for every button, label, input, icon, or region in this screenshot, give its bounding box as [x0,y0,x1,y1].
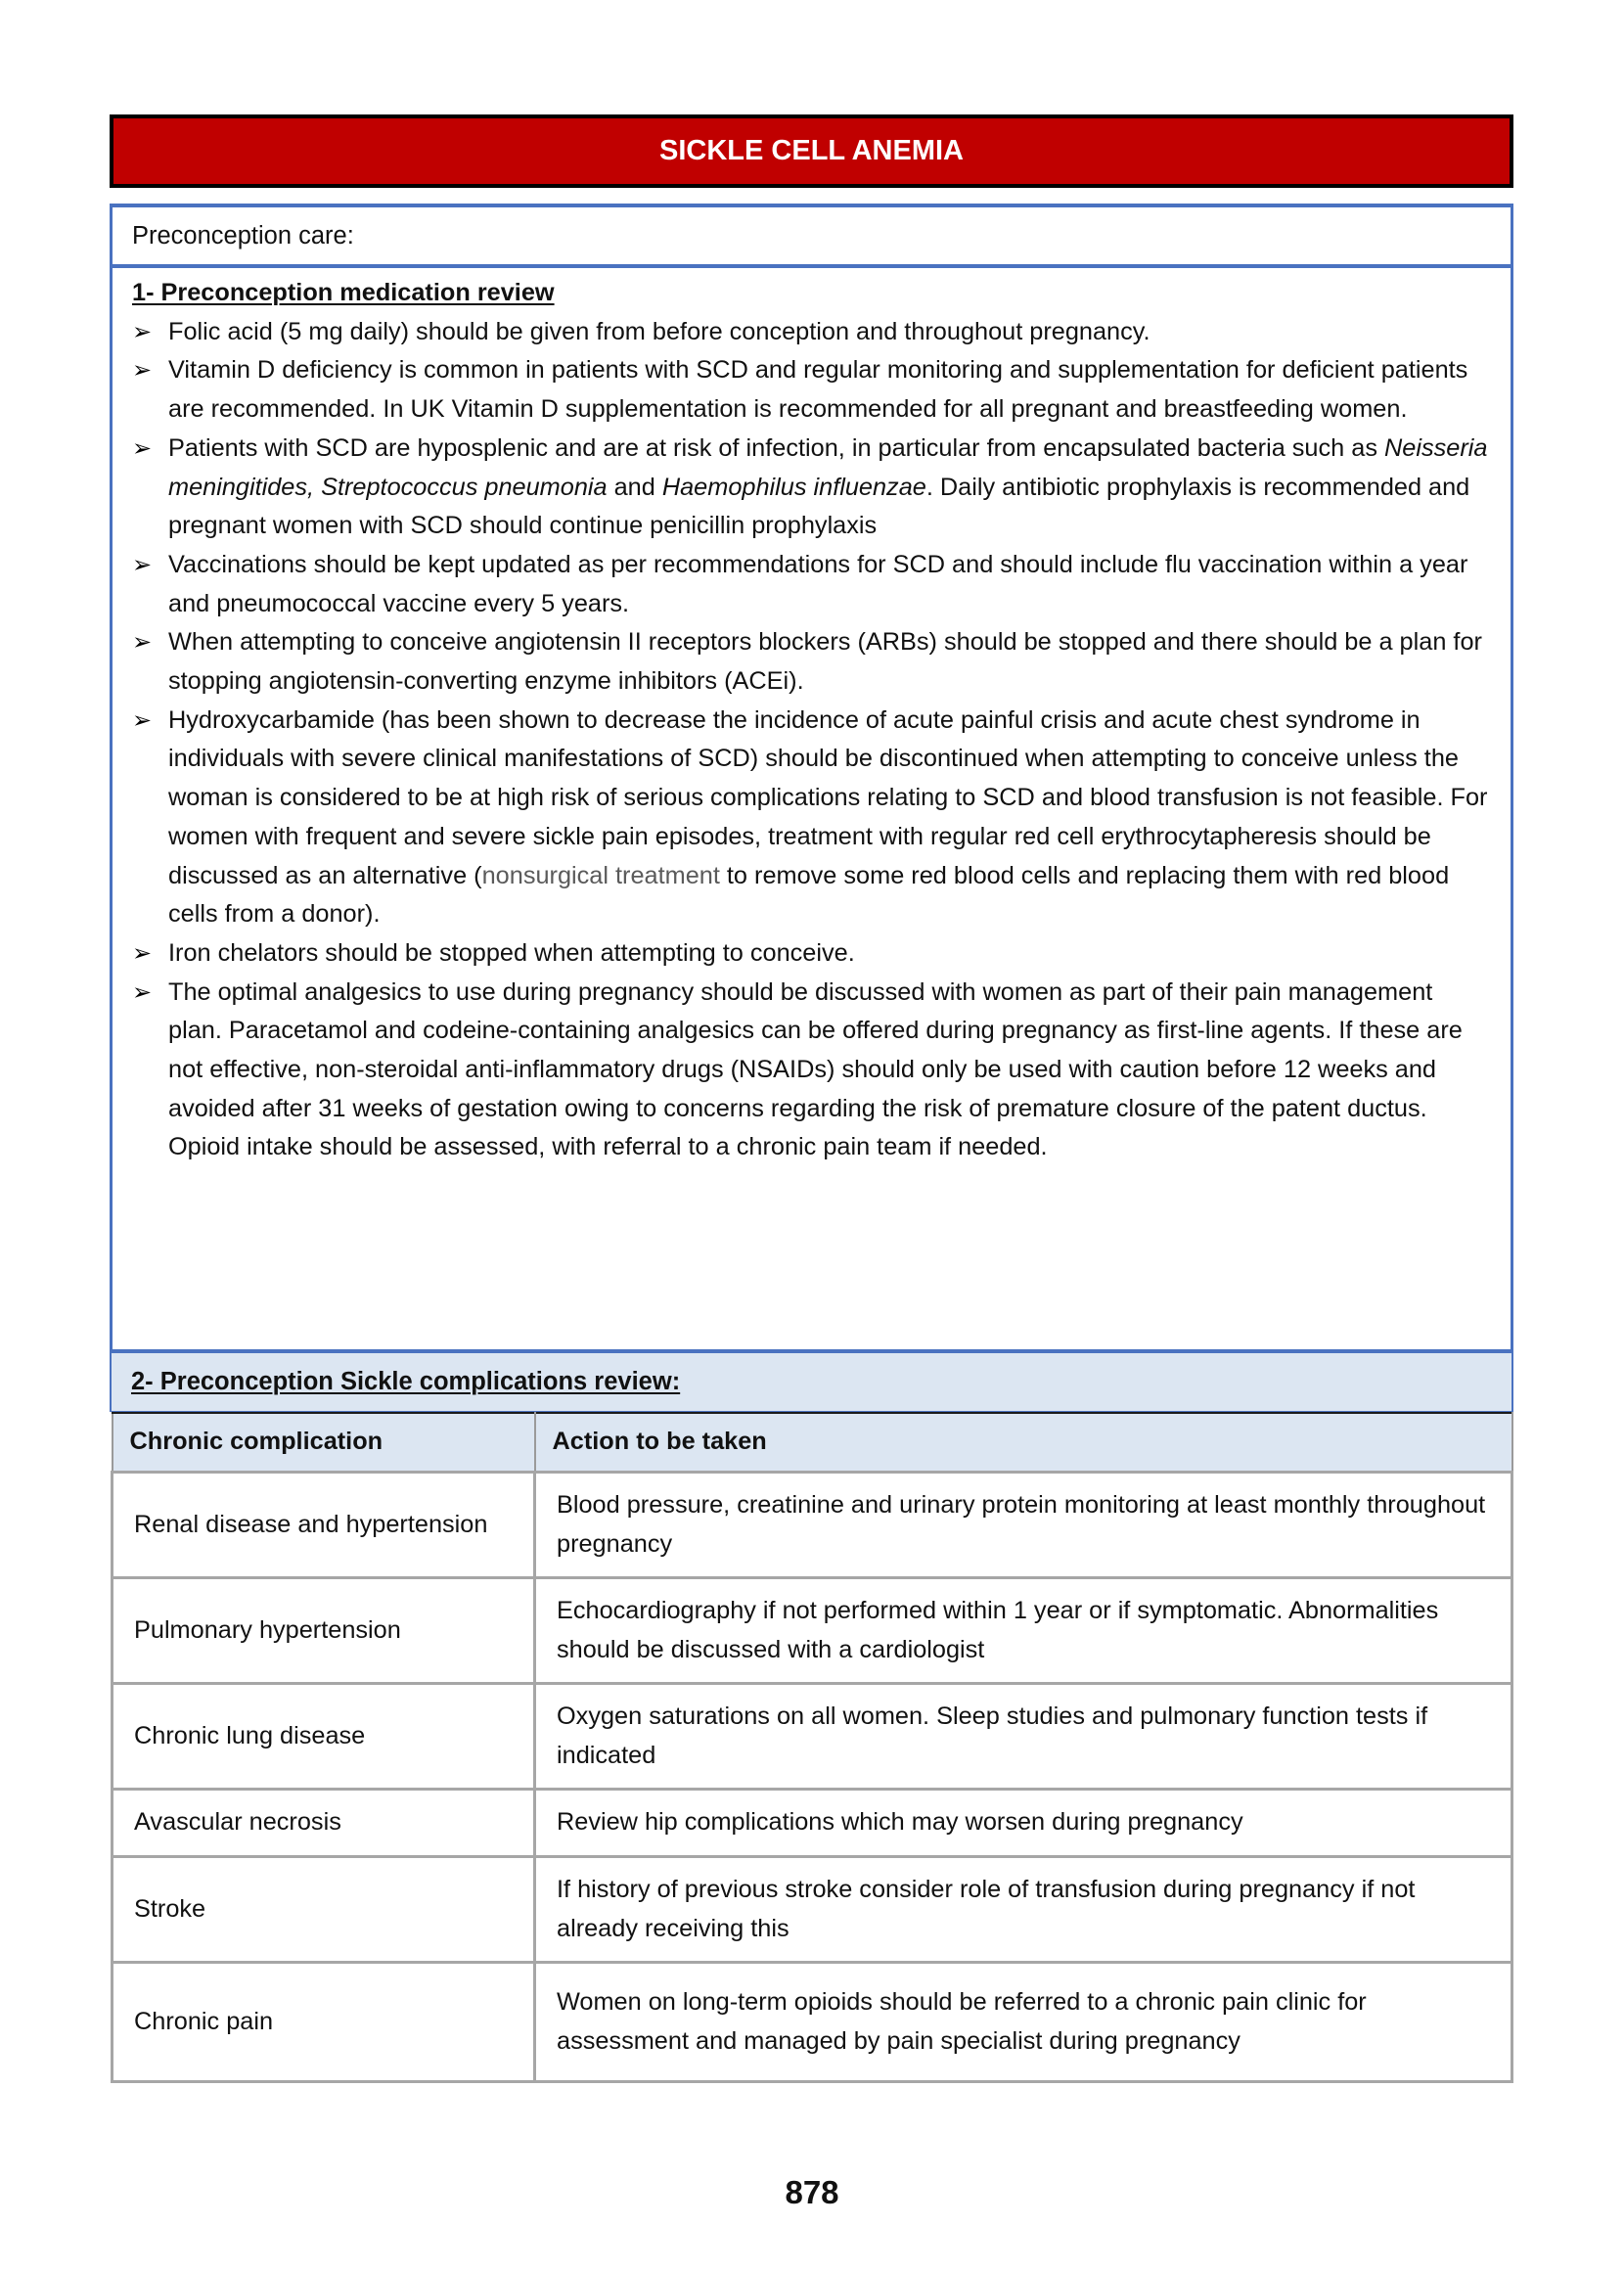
complication-cell: Chronic lung disease [113,1684,535,1790]
medication-bullet-list [132,313,1493,1167]
bullet-text: . Daily antibiotic prophylaxis is recommended and pregnant women with SCD should continue penicillin prophylaxis [168,473,1470,540]
table-row [113,1473,1512,1578]
complication-cell: Chronic pain [113,1963,535,2082]
arrowhead-bullet-icon: ➢ [132,978,153,1006]
bullet-text: The optimal analgesics to use during pregnancy should be discussed with women as part of their pain management plan. Paracetamol and codeine-containing analgesics can be offered during pregnancy as first-line agents. If these are not effective, non-steroidal anti-inflammatory drugs (NSAIDs) should only be used with caution before 12 weeks and avoided after 31 weeks of gestation owing to concerns regarding the risk of premature closure of the patent ductus. Opioid intake should be assessed, with referral to a chronic pain team if needed. [168,977,1463,1161]
table-row [113,1578,1512,1684]
bacteria-name: Haemophilus influenzae [661,473,926,501]
list-item [132,351,1493,429]
arrowhead-bullet-icon: ➢ [132,434,153,462]
list-item [132,934,1493,974]
arrowhead-bullet-icon: ➢ [132,939,153,967]
bullet-text: to remove some red blood cells and replacing them with red blood cells from a donor). [168,861,1450,929]
column-header-action: Action to be taken [535,1413,1512,1473]
table-row [113,1963,1512,2082]
section1-title: 1- Preconception medication review [132,279,555,306]
arrowhead-bullet-icon: ➢ [132,357,153,385]
section2-title: 2- Preconception Sickle complications review: [131,1368,681,1395]
preconception-care-row [110,204,1513,268]
bullet-text: and [607,473,662,501]
complication-cell: Pulmonary hypertension [113,1578,535,1684]
complications-table [111,1412,1513,2083]
list-item [132,313,1493,352]
medication-review-section [110,268,1513,1353]
preconception-care-label: Preconception care: [132,222,354,250]
bullet-text: Folic acid (5 mg daily) should be given from before conception and throughout pregnancy. [168,317,1150,345]
bacteria-names: Neisseria meningitides, Streptococcus pneumonia [168,433,1488,501]
page-number: 878 [785,2174,839,2210]
bullet-text: Hydroxycarbamide (has been shown to decrease the incidence of acute painful crisis and acute chest syndrome in individuals with severe clinical manifestations of SCD) should be discontinued when attempting to conceive unless the woman is considered to be at high risk of serious complications relating to SCD and blood transfusion is not feasible. For women with frequent and severe sickle pain episodes, treatment with regular red cell erythrocytapheresis should be discussed as an alternative ( [168,705,1488,889]
bullet-text: Vitamin D deficiency is common in patients with SCD and regular monitoring and supplementation for deficient patients are recommended. In UK Vitamin D supplementation is recommended for all pregnant and breastfeeding women. [168,356,1468,424]
arrowhead-bullet-icon: ➢ [132,551,153,578]
complication-cell: Stroke [113,1857,535,1963]
list-item [132,430,1493,546]
list-item [132,546,1493,623]
page-title-banner [110,114,1513,188]
muted-phrase: nonsurgical treatment [481,861,720,889]
arrowhead-bullet-icon: ➢ [132,629,153,657]
arrowhead-bullet-icon: ➢ [132,318,153,345]
complication-cell: Avascular necrosis [113,1790,535,1857]
list-item [132,974,1493,1168]
action-cell: Blood pressure, creatinine and urinary protein monitoring at least monthly throughout pregnancy [535,1473,1512,1578]
list-item [132,702,1493,934]
complications-review-header [110,1353,1513,1412]
action-cell: Women on long-term opioids should be referred to a chronic pain clinic for assessment and managed by pain specialist during pregnancy [535,1963,1512,2082]
action-cell: If history of previous stroke consider role of transfusion during pregnancy if not already receiving this [535,1857,1512,1963]
table-header-row [113,1413,1512,1473]
column-header-complication: Chronic complication [113,1413,535,1473]
table-row [113,1857,1512,1963]
complication-cell: Renal disease and hypertension [113,1473,535,1578]
bullet-text: Patients with SCD are hyposplenic and are at risk of infection, in particular from encapsulated bacteria such as [168,433,1384,462]
table-row [113,1790,1512,1857]
list-item [132,623,1493,701]
arrowhead-bullet-icon: ➢ [132,706,153,734]
action-cell: Echocardiography if not performed within 1 year or if symptomatic. Abnormalities should be discussed with a cardiologist [535,1578,1512,1684]
bullet-text: Iron chelators should be stopped when attempting to conceive. [168,938,855,967]
bullet-text: Vaccinations should be kept updated as per recommendations for SCD and should include flu vaccination within a year and pneumococcal vaccine every 5 years. [168,550,1468,617]
bullet-text: When attempting to conceive angiotensin II receptors blockers (ARBs) should be stopped and there should be a plan for stopping angiotensin-converting enzyme inhibitors (ACEi). [168,628,1482,696]
page-title: SICKLE CELL ANEMIA [659,135,964,166]
action-cell: Oxygen saturations on all women. Sleep studies and pulmonary function tests if indicated [535,1684,1512,1790]
action-cell: Review hip complications which may worsen during pregnancy [535,1790,1512,1857]
table-row [113,1684,1512,1790]
